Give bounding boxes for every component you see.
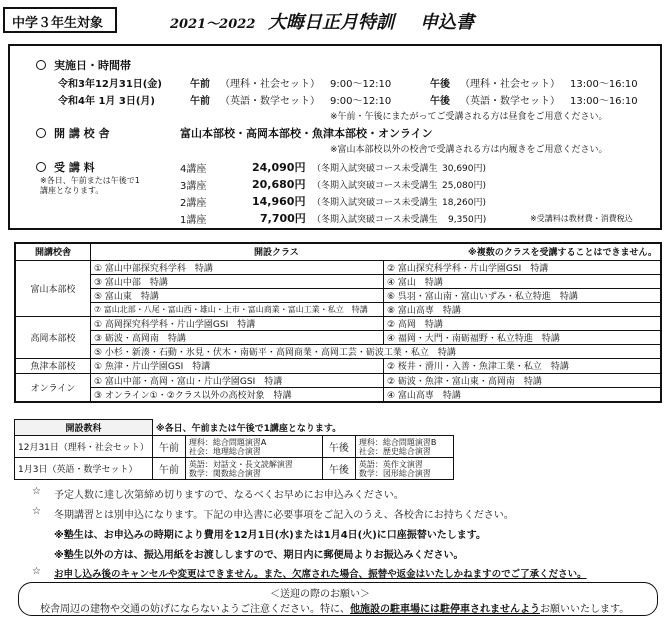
fees-side-note: ※各日、午前または午後で1講座となります。 [40, 176, 140, 195]
col-class-header: 開設クラス ※複数のクラスを受講することはできません。 [91, 243, 662, 260]
subject-am-label: 午前 [152, 436, 185, 458]
class-option[interactable]: ② 高岡 特講 [384, 316, 662, 330]
class-option[interactable]: ③ オンライン①・②クラス以外の高校対象 特講 [91, 387, 384, 402]
subject-pm-detail: 英語：英作文演習 数学：図形総合演習 [355, 458, 453, 480]
fees-heading: 受 講 料 [54, 161, 95, 174]
class-option[interactable]: ④ 富山高専 特講 [384, 387, 662, 402]
class-option[interactable]: ④ 富山 特講 [384, 274, 662, 288]
class-option[interactable]: ④ 福岡・大門・南砺福野・私立特進 特講 [384, 330, 662, 344]
class-option[interactable]: ⑧ 富山高専 特講 [384, 302, 662, 316]
classes-table [14, 242, 662, 403]
class-option[interactable]: ⑤ 小杉・新湊・石動・氷見・伏木・南砺平・高岡商業・高岡工芸・砺波工業・私立 特講 [91, 344, 662, 358]
class-option[interactable]: ① 富山中部・高岡・富山・片山学園GSI 特講 [91, 373, 384, 387]
schools-value: 富山本部校・高岡本部校・魚津本部校・オンライン [180, 127, 433, 140]
schedule-heading: 実施日・時間帯 [54, 59, 131, 72]
class-option[interactable]: ⑦ 富山北部・八尾・富山西・雄山・上市・富山商業・富山工業・私立 特講 [91, 302, 384, 316]
star-icon: ☆ [32, 566, 41, 577]
star-icon: ☆ [32, 486, 41, 497]
class-option[interactable]: ② 砺波・魚津・富山東・高岡南 特講 [384, 373, 662, 387]
class-option[interactable]: ① 富山中部探究科学科 特講 [91, 260, 384, 274]
subject-pm-detail: 理科：総合問題演習B 社会：歴史総合演習 [355, 436, 453, 458]
campus-uozu: 魚津本部校 [15, 358, 91, 373]
class-option[interactable]: ③ 砺波・高岡南 特講 [91, 330, 384, 344]
col-campus-header: 開講校舎 [15, 243, 91, 260]
year-range: 2021～2022 [170, 17, 256, 32]
subject-pm-label: 午後 [322, 458, 355, 480]
subjects-heading: 開設教科 [15, 420, 153, 436]
subjects-note: ※各日、午前または午後で1講座となります。 [152, 420, 453, 436]
subject-date: 12月31日（理科・社会セット） [15, 436, 153, 458]
star-icon: ☆ [32, 506, 41, 517]
schools-note: ※富山本部校以外の校舎で受講される方は内履きをご用意ください。 [330, 145, 608, 155]
page-subtitle: 申込書 [420, 12, 474, 33]
fees-note: ※受講料は教材費・消費税込 [530, 214, 633, 223]
notice-member: ※塾生は、お申込みの時期により費用を12月1日(水)または1月4日(火)に口座振替いたします。 [54, 530, 486, 541]
campus-takaoka: 高岡本部校 [15, 316, 91, 358]
footer-title: ＜送迎の際のお願い＞ [270, 589, 370, 600]
class-option[interactable]: ① 高岡探究科学科・片山学園GSI 特講 [91, 316, 384, 330]
schedule-note: ※午前・午後にまたがってご受講される方は昼食をご用意ください。 [330, 112, 608, 122]
subjects-table [14, 419, 454, 480]
footer-text: 校舎周辺の建物や交通の妨げにならないようご注意ください。特に、他施設の駐車場には駐停車されませんようお願いいたします。 [40, 604, 630, 615]
subject-date: 1月3日（英語・数学セット） [15, 458, 153, 480]
campus-online: オンライン [15, 373, 91, 402]
bullet-circle-icon [36, 162, 46, 172]
campus-toyama: 富山本部校 [15, 260, 91, 316]
class-option[interactable]: ③ 富山中部 特講 [91, 274, 384, 288]
bullet-circle-icon [36, 60, 46, 70]
page-title: 大晦日正月特訓 [268, 12, 394, 33]
class-option[interactable]: ⑥ 呉羽・富山南・富山いずみ・私立特進 特講 [384, 288, 662, 302]
subject-pm-label: 午後 [322, 436, 355, 458]
class-option[interactable]: ⑤ 富山東 特講 [91, 288, 384, 302]
subject-am-detail: 英語：対話文・長文読解演習 数学：関数総合演習 [185, 458, 322, 480]
class-option[interactable]: ① 魚津・片山学園GSI 特講 [91, 358, 384, 373]
class-option[interactable]: ② 富山探究科学科・片山学園GSI 特講 [384, 260, 662, 274]
subject-am-label: 午前 [152, 458, 185, 480]
target-label: 中学３年生対象 [12, 16, 104, 31]
class-option[interactable]: ② 桜井・滑川・入善・魚津工業・私立 特講 [384, 358, 662, 373]
subject-am-detail: 理科：総合問題演習A 社会：地理総合演習 [185, 436, 322, 458]
schools-heading: 開 講 校 舎 [54, 127, 110, 140]
notice-nonmember: ※塾生以外の方は、振込用紙をお渡ししますので、期日内に郵便局よりお振込みください。 [54, 550, 464, 561]
bullet-circle-icon [36, 128, 46, 138]
